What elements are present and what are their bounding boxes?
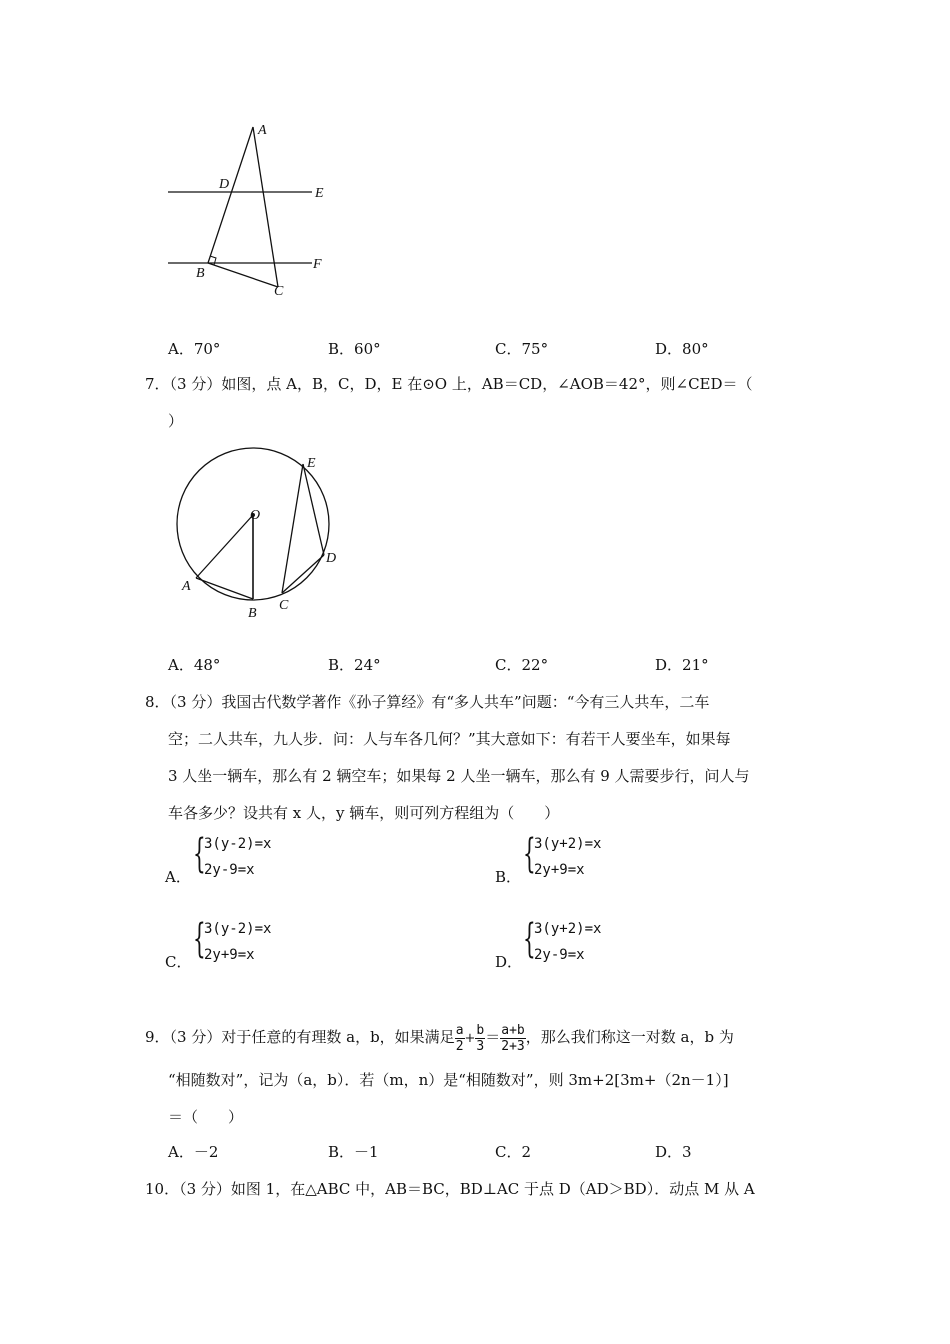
- q9-equals: ＝: [485, 1028, 501, 1046]
- q7-label-b: B: [248, 606, 257, 621]
- q8-stem-line4: 车各多少？设共有 x 人，y 辆车，则可列方程组为（ ）: [168, 804, 560, 822]
- q10-number: 10．: [145, 1180, 180, 1198]
- q9-number: 9．: [145, 1028, 170, 1046]
- q8-option-b-eq2: 2y+9=x: [534, 862, 585, 878]
- q6-option-a[interactable]: A．70°: [168, 340, 221, 358]
- q8-option-b-eq1: 3(y+2)=x: [534, 836, 602, 852]
- q9-text-after: ，那么我们称这一对数 a，b 为: [525, 1028, 734, 1046]
- q8-option-c-eq1: 3(y-2)=x: [204, 921, 272, 937]
- q9-option-c[interactable]: C．2: [495, 1143, 532, 1161]
- q8-stem-line3: 3 人坐一辆车，那么有 2 辆空车；如果每 2 人坐一辆车，那么有 9 人需要步行，问人与: [168, 767, 750, 785]
- q6-option-c[interactable]: C．75°: [495, 340, 549, 358]
- q7-stem-line1: [145, 373, 753, 394]
- q7-label-a: A: [182, 579, 191, 594]
- q6-label-d: D: [219, 177, 230, 192]
- q6-label-e: E: [315, 186, 324, 201]
- q10-text: 如图 1，在△ABC 中，AB＝BC，BD⊥AC 于点 D（AD＞BD）．动点 M 从 A: [230, 1180, 755, 1198]
- q9-stem-line3: ＝（ ）: [168, 1108, 244, 1126]
- q8-stem-line1: [145, 691, 709, 712]
- q8-option-c-brace: {: [193, 916, 206, 962]
- q7-number: 7．: [145, 375, 170, 393]
- q9-frac1-num: a: [455, 1022, 464, 1038]
- q9-stem-line1: [145, 1008, 734, 1068]
- q8-text-1: 我国古代数学著作《孙子算经》有“多人共车”问题：“今有三人共车，二车: [221, 693, 710, 711]
- q7-stem-line2: ）: [168, 412, 184, 430]
- q10-stem-line1: [145, 1178, 755, 1199]
- q7-option-b[interactable]: B．24°: [328, 656, 381, 674]
- q8-score: （3 分）: [169, 693, 222, 711]
- q8-option-d-brace: {: [523, 916, 536, 962]
- q8-option-d-eq1: 3(y+2)=x: [534, 921, 602, 937]
- q9-option-a[interactable]: A．－2: [168, 1143, 219, 1161]
- q9-fraction-b-over-3: [475, 1023, 485, 1054]
- q9-frac2-den: 3: [476, 1038, 485, 1054]
- q8-option-c-label: C．: [165, 953, 192, 971]
- q7-option-d[interactable]: D．21°: [655, 656, 709, 674]
- q6-label-a: A: [258, 123, 267, 138]
- q8-number: 8．: [145, 693, 170, 711]
- q7-score: （3 分）: [169, 375, 222, 393]
- q9-fraction-a-over-2: [455, 1023, 465, 1054]
- q7-text: 如图，点 A，B，C，D，E 在⊙O 上，AB＝CD，∠AOB＝42°，则∠CED＝（: [221, 375, 753, 393]
- q7-label-c: C: [279, 598, 289, 613]
- q6-label-b: B: [196, 266, 205, 281]
- q7-figure: [170, 445, 350, 625]
- q6-option-d[interactable]: D．80°: [655, 340, 709, 358]
- q8-option-a-brace: {: [193, 831, 206, 877]
- q8-option-c-eq2: 2y+9=x: [204, 947, 255, 963]
- q9-stem-line2: “相随数对”，记为（a，b）．若（m，n）是“相随数对”，则 3m+2[3m+（2n－1）]: [168, 1071, 729, 1089]
- q8-option-b-label: B．: [495, 868, 522, 886]
- q6-label-c: C: [274, 284, 284, 299]
- q9-score: （3 分）: [169, 1028, 222, 1046]
- q9-text-before: 对于任意的有理数 a，b，如果满足: [221, 1028, 455, 1046]
- q9-frac2-num: b: [476, 1022, 485, 1038]
- q8-option-b[interactable]: [495, 866, 521, 887]
- q8-option-c[interactable]: [165, 951, 191, 972]
- q7-label-d: D: [326, 551, 337, 566]
- q6-option-b[interactable]: B．60°: [328, 340, 381, 358]
- q6-label-f: F: [313, 257, 322, 272]
- q10-score: （3 分）: [179, 1180, 231, 1198]
- q8-option-d-eq2: 2y-9=x: [534, 947, 585, 963]
- q8-option-d[interactable]: [495, 951, 522, 972]
- q7-label-e: E: [307, 456, 316, 471]
- q7-label-o: O: [250, 508, 261, 523]
- q9-option-b[interactable]: B．－1: [328, 1143, 379, 1161]
- q9-frac1-den: 2: [455, 1038, 464, 1054]
- q8-option-a-label: A．: [165, 868, 191, 886]
- q9-plus: +: [464, 1031, 476, 1046]
- q8-option-a[interactable]: [165, 866, 191, 887]
- q8-option-d-label: D．: [495, 953, 523, 971]
- q8-stem-line2: 空；二人共车，九人步．问：人与车各几何？”其大意如下：有若干人要坐车，如果每: [168, 730, 731, 748]
- q8-option-b-brace: {: [523, 831, 536, 877]
- q9-frac3-den: 2+3: [501, 1038, 525, 1054]
- q7-option-c[interactable]: C．22°: [495, 656, 549, 674]
- q7-option-a[interactable]: A．48°: [168, 656, 221, 674]
- q6-figure: [160, 115, 340, 305]
- q9-frac3-num: a+b: [501, 1022, 525, 1038]
- q8-option-a-eq2: 2y-9=x: [204, 862, 255, 878]
- q8-option-a-eq1: 3(y-2)=x: [204, 836, 272, 852]
- q9-fraction-sum: [500, 1023, 525, 1054]
- q9-option-d[interactable]: D．3: [655, 1143, 692, 1161]
